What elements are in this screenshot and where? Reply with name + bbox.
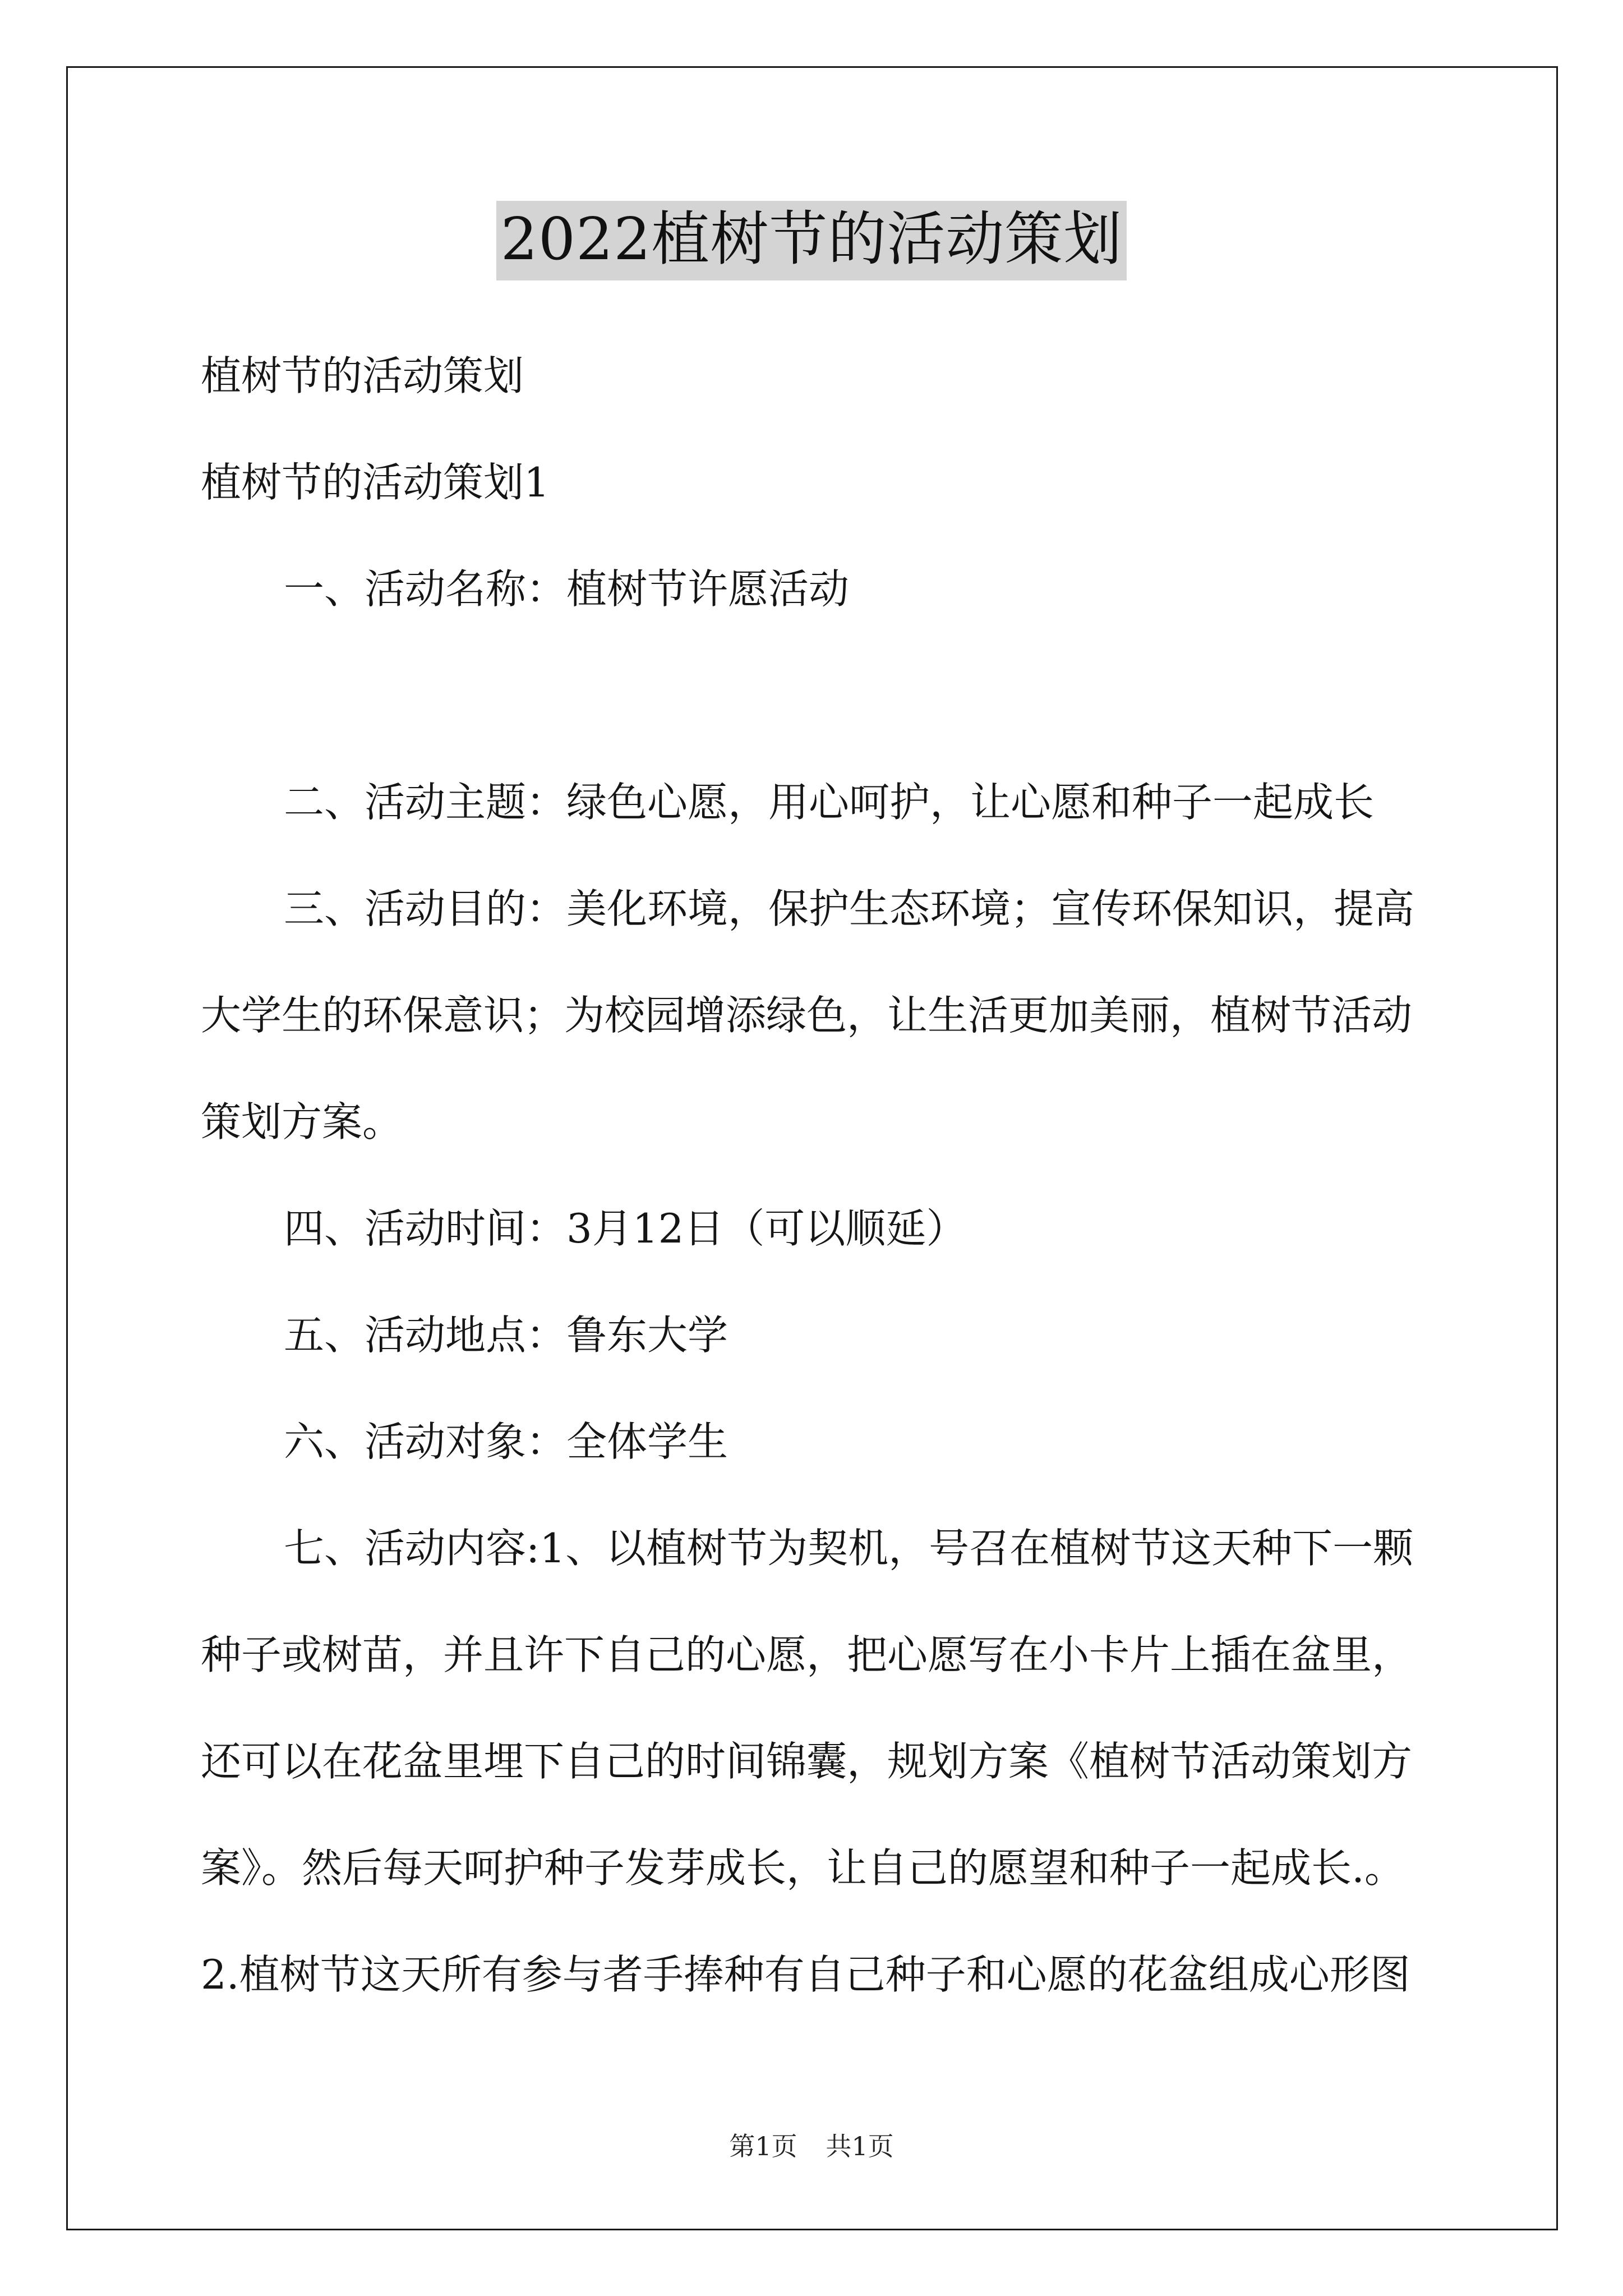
activity-purpose-line-2: 大学生的环保意识；为校园增添绿色，让生活更加美丽，植树节活动	[201, 992, 1413, 1039]
activity-target: 六、活动对象：全体学生	[284, 1418, 728, 1465]
activity-purpose-line-3: 策划方案。	[201, 1098, 403, 1145]
activity-content-line-1: 七、活动内容:1、以植树节为契机，号召在植树节这天种下一颗	[284, 1525, 1414, 1572]
activity-purpose-line-1: 三、活动目的：美化环境，保护生态环境；宣传环保知识，提高	[284, 885, 1415, 932]
page-number-total: 共1页	[826, 2131, 894, 2161]
activity-location: 五、活动地点：鲁东大学	[284, 1312, 728, 1359]
activity-name: 一、活动名称：植树节许愿活动	[284, 565, 850, 613]
subsection-heading: 植树节的活动策划1	[201, 459, 550, 506]
title-container	[0, 201, 1623, 280]
activity-content-line-3: 还可以在花盆里埋下自己的时间锦囊，规划方案《植树节活动策划方	[201, 1738, 1413, 1785]
activity-theme: 二、活动主题：绿色心愿，用心呵护，让心愿和种子一起成长	[284, 779, 1375, 826]
document-title: 2022植树节的活动策划	[496, 201, 1127, 280]
activity-content-line-5: 2.植树节这天所有参与者手捧种有自己种子和心愿的花盆组成心形图	[201, 1951, 1410, 1998]
section-heading: 植树节的活动策划	[201, 352, 524, 399]
activity-content-line-2: 种子或树苗，并且许下自己的心愿，把心愿写在小卡片上插在盆里，	[201, 1631, 1413, 1678]
page-number-current: 第1页	[729, 2131, 797, 2161]
activity-content-line-4: 案》。然后每天呵护种子发芽成长，让自己的愿望和种子一起成长.。	[201, 1844, 1405, 1892]
activity-time: 四、活动时间：3月12日（可以顺延）	[284, 1205, 967, 1252]
page-footer	[0, 2126, 1623, 2163]
